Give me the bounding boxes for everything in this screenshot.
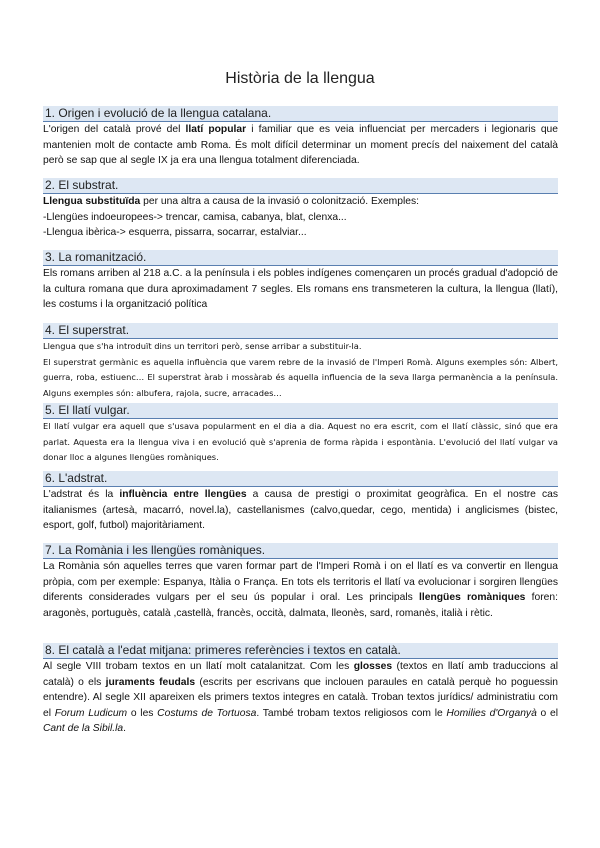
section-romania — [43, 543, 558, 621]
section-heading: 2. El substrat. — [43, 178, 558, 194]
section-definition: Llengua que s'ha introduït dins un territori però, sense arribar a substituir-la. — [43, 341, 362, 351]
list-item: -Llengua ibèrica-> esquerra, pissarra, socarrar, estalviar... — [43, 227, 307, 239]
section-paragraph: Al segle VIII trobam textos en un llatí molt catalanitzat. Com les glosses (textos en llatí amb traduccions al català) o els juraments feudals (escrits per escrivans que inclouen paraules en català perquè ho poguessin entendre). Al segle XII apareixen els primers textos integres en català. Troban textos jurídics/ administratiu com el Forum Ludicum o les Costums de Tortuosa. També trobam textos religiosos com le Homilies d'Organyà o el Cant de la Sibil.la. — [43, 661, 558, 735]
section-paragraph: Els romans arriben al 218 a.C. a la península i els pobles indígenes començaren un procés gradual d'adopció de la cultura romana que dura aproximadament 7 segles. Els romans ens transmeteren la cultura, la llengua (llatí), les costums i la organització política — [43, 268, 558, 311]
section-paragraph: L'adstrat és la influència entre llengües a causa de prestigi o proximitat geogràfica. En el nostre cas italianismes (artesà, macarró, novel.la), castellanismes (calvo,quedar, cego, mentida) i anglicismes (bistec, esport, golf, futbol) majoritàriament. — [43, 489, 558, 532]
section-heading: 6. L'adstrat. — [43, 471, 558, 487]
section-heading: 1. Origen i evolució de la llengua catalana. — [43, 106, 558, 122]
section-substrat — [43, 178, 558, 241]
section-heading: 7. La Romània i les llengües romàniques. — [43, 543, 558, 559]
section-superstrat — [43, 323, 558, 401]
section-heading: 8. El català a l'edat mitjana: primeres referències i textos en català. — [43, 643, 558, 659]
section-paragraph: Llengua substituïda per una altra a causa de la invasió o colonització. Exemples: — [43, 196, 420, 207]
section-llati-vulgar — [43, 403, 558, 466]
section-heading: 5. El llatí vulgar. — [43, 403, 558, 419]
section-paragraph: L'origen del català prové del llatí popular i familiar que es veia influenciat per mercaders i legionaris que mantenien molt de contacte amb Roma. És molt difícil determinar un moment precís del naixement del català però se sap que al segle IX ja era una llengua totalment diferenciada. — [43, 124, 558, 167]
page-title: Història de la llengua — [225, 70, 375, 87]
section-adstrat — [43, 471, 558, 534]
section-paragraph: El superstrat germànic es aquella influència que varem rebre de la invasió de l'Imperi Romà. Alguns exemples són: Albert, guerra, roba, estiuenc… El superstrat àrab i mossàrab és aquella influencia de la seva llarga permanència a la península. Alguns exemples són: albufera, rajola, sucre, arracades… — [43, 356, 558, 398]
section-heading: 4. El superstrat. — [43, 323, 558, 339]
list-item: -Llengües indoeuropees-> trencar, camisa, cabanya, blat, clenxa... — [43, 211, 347, 223]
section-edat-mitjana — [43, 643, 558, 737]
section-heading: 3. La romanització. — [43, 250, 558, 266]
section-romanitzacio — [43, 250, 558, 313]
section-origen — [43, 106, 558, 169]
section-paragraph: El llatí vulgar era aquell que s'usava popularment en el dia a dia. Aquest no era escrit, com el llatí clàssic, sinó que era parlat. Aquesta era la llengua viva i en evolució què s'aprenia de forma ràpida i espontània. L'evolució del llatí vulgar va donar lloc a algunes llengües romàniques. — [43, 421, 558, 463]
section-paragraph: La Romània són aquelles terres que varen formar part de l'Imperi Romà i on el llatí es va convertir en llengua pròpia, com per exemple: Espanya, Itàlia o França. En tots els territoris el llatí va evolucionar i sorgiren llengües diferents considerades vulgars per el seu ús popular i oral. Les principals llengües romàniques foren: aragonès, portuguès, català ,castellà, francès, occità, dalmata, lleonès, sard, romanès, italià i rètic. — [43, 561, 558, 619]
